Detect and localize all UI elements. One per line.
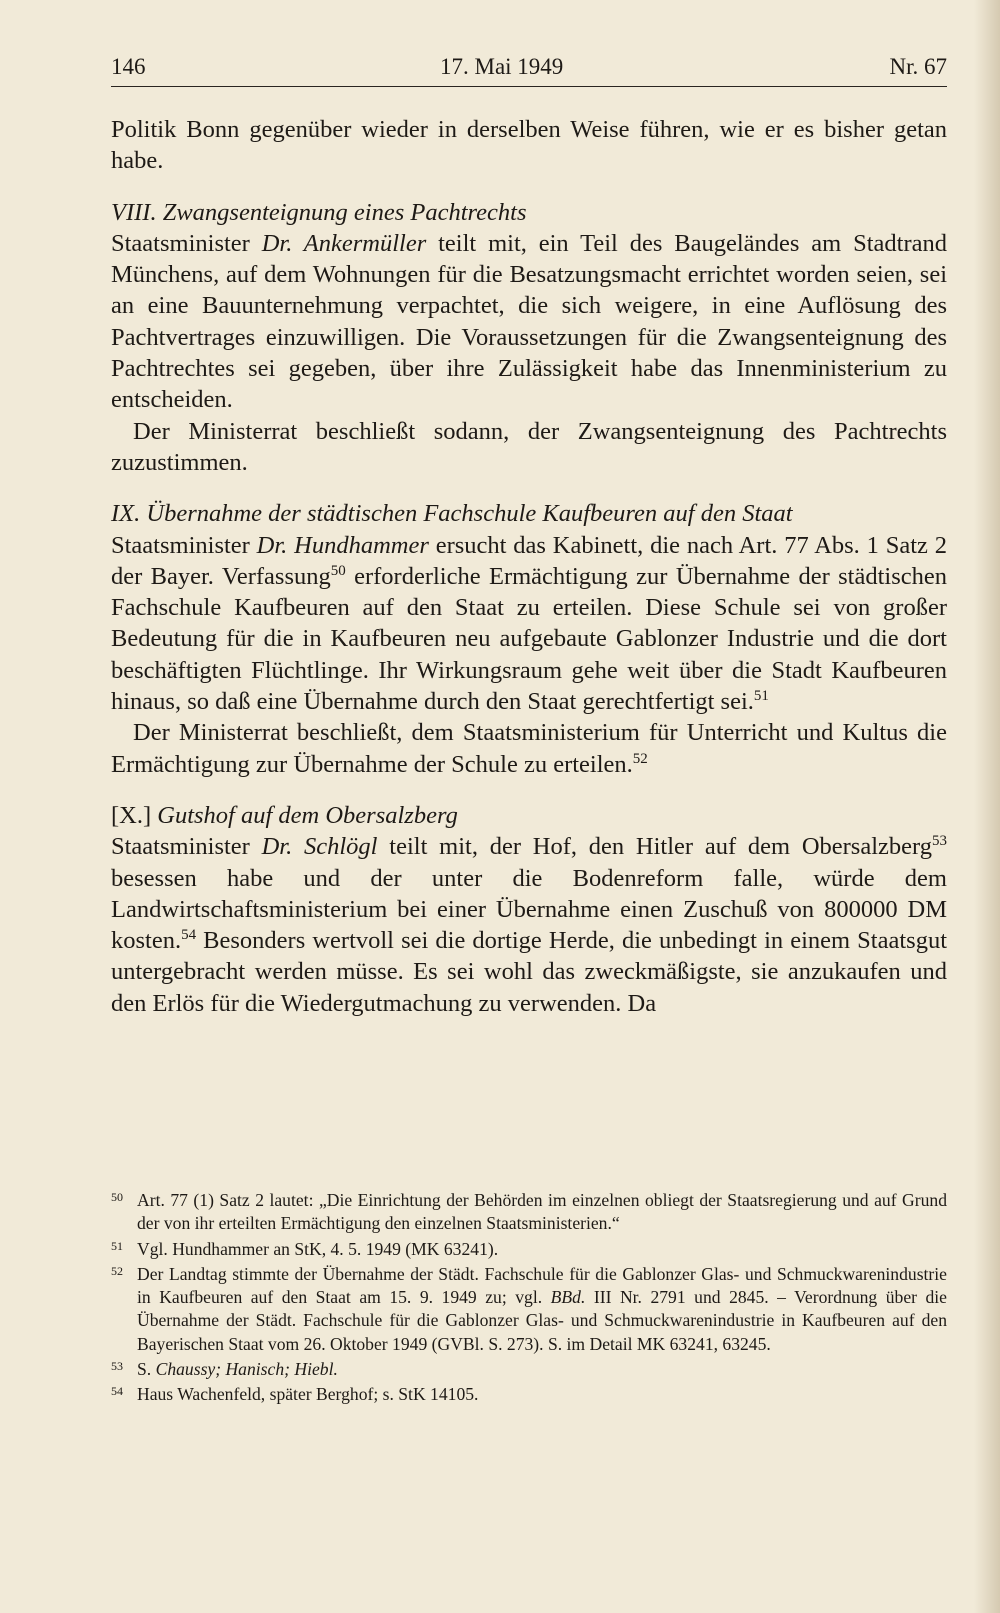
section-bracket-number: [X.] xyxy=(111,801,152,829)
footnote-51 xyxy=(111,1238,947,1261)
text-run: Staatsminister xyxy=(111,531,257,559)
footnote-54 xyxy=(111,1383,947,1406)
text-run: teilt mit, der Hof, den Hitler auf dem Obersalzberg xyxy=(377,833,932,861)
footnote-number: 51 xyxy=(111,1238,123,1253)
footnote-50 xyxy=(111,1189,947,1236)
page-spine-shadow xyxy=(974,0,1000,1613)
section-viii-paragraph-2: Der Ministerrat beschließt sodann, der Zwangsenteignung des Pachtrechts zuzustimmen. xyxy=(111,417,947,476)
page-number: 146 xyxy=(111,54,146,79)
minister-name: Dr. Ankermüller xyxy=(261,229,427,257)
text-run: besessen habe und der unter die Bodenreform falle, würde dem Landwirtschaftsministerium bei einer Übernahme einen Zuschuß von 800000 DM kosten. xyxy=(111,864,947,955)
header-issue-number: Nr. 67 xyxy=(889,54,947,79)
header-date: 17. Mai 1949 xyxy=(440,54,564,79)
text-run: teilt mit, ein Teil des Baugeländes am Stadtrand Münchens, auf dem Wohnungen für die Besatzungsmacht errichtet worden seien, sei an eine Bauunternehmung verpachtet, die sich weigere, in eine Auflösung des Pachtvertrages einzuwilligen. Die Voraussetzungen für die Zwangsenteignung des Pachtrechtes sei gegeben, über ihre Zulässigkeit habe das Innenministerium zu entscheiden. xyxy=(111,229,947,414)
footnote-text: S. xyxy=(137,1359,156,1380)
text-run: Besonders wertvoll sei die dortige Herde, die unbedingt in einem Staatsgut untergebracht werden müsse. Es sei wohl das zweckmäßigste, sie anzukaufen und den Erlös für die Wiedergutmachung zu verwenden. Da xyxy=(111,927,947,1017)
footnote-number: 53 xyxy=(111,1359,123,1374)
footnote-53 xyxy=(111,1358,947,1381)
footnote-ref-51[interactable]: 51 xyxy=(753,688,769,705)
footnotes xyxy=(111,1189,947,1409)
footnote-ref-54[interactable]: 54 xyxy=(181,927,197,944)
main-text xyxy=(111,114,947,1019)
running-header xyxy=(111,50,947,87)
footnote-number: 50 xyxy=(111,1190,123,1204)
footnote-ref-53[interactable]: 53 xyxy=(932,833,947,850)
text-run: erforderliche Ermächtigung zur Übernahme der städtischen Fachschule Kaufbeuren auf den Staat zu erteilen. Diese Schule sei von großer Bedeutung für die in Kaufbeuren neu aufgebaute Gablonzer Industrie und die dort beschäftigten Flüchtlinge. Ihr Wirkungsraum gehe weit über die Stadt Kaufbeuren hinaus, so daß eine Übernahme durch den Staat gerechtfertigt sei. xyxy=(111,562,947,716)
footnote-text: Der Landtag stimmte der Übernahme der Städt. Fachschule für die Gablonzer Glas- und Schmuckwarenindustrie in Kaufbeuren auf den Staat am 15. 9. 1949 zu; vgl. xyxy=(137,1263,947,1308)
text-run: Staatsminister xyxy=(111,229,262,257)
section-viii-paragraph-1 xyxy=(111,228,947,416)
minister-name: Dr. Schlögl xyxy=(261,833,378,861)
footnote-ref-52[interactable]: 52 xyxy=(632,750,648,767)
section-heading-x xyxy=(111,800,947,831)
footnote-text: Art. 77 (1) Satz 2 lautet: „Die Einrichtung der Behörden im einzelnen obliegt der Staatsregierung und auf Grund der von ihr erteilten Ermächtigung den einzelnen Staatsministerien.“ xyxy=(137,1190,947,1234)
footnote-number: 52 xyxy=(111,1263,123,1278)
footnote-52 xyxy=(111,1263,947,1356)
section-ix-paragraph-1 xyxy=(111,530,947,718)
footnote-text: III Nr. 2791 und 2845. – Verordnung über die Übernahme der Städt. Fachschule für die Gablonzer Glas- und Schmuckwarenindustrie in Kaufbeuren auf den Bayerischen Staat vom 26. Oktober 1949 (GVBl. S. 273). S. im Detail MK 63241, 63245. xyxy=(137,1287,947,1354)
footnote-text: Haus Wachenfeld, später Berghof; s. StK 14105. xyxy=(137,1384,479,1405)
section-heading-ix: IX. Übernahme der städtischen Fachschule Kaufbeuren auf den Staat xyxy=(111,500,793,528)
footnote-number: 54 xyxy=(111,1384,123,1399)
footnote-text: Vgl. Hundhammer an StK, 4. 5. 1949 (MK 63241). xyxy=(137,1238,499,1259)
footnote-text-italic: Chaussy; Hanisch; Hiebl. xyxy=(155,1359,338,1380)
footnote-ref-50[interactable]: 50 xyxy=(330,562,346,579)
section-title-text: Gutshof auf dem Obersalzberg xyxy=(151,801,458,829)
footnote-text-italic: BBd. xyxy=(550,1287,586,1308)
section-ix-paragraph-2 xyxy=(111,717,947,780)
text-run: Der Ministerrat beschließt, dem Staatsministerium für Unterricht und Kultus die Ermächtigung zur Übernahme der Schule zu erteilen. xyxy=(111,719,947,778)
text-run: ersucht das Kabinett, die nach Art. 77 Abs. 1 Satz 2 der Bayer. Verfassung xyxy=(111,531,947,590)
text-run: Staatsminister xyxy=(111,833,262,861)
minister-name: Dr. Hundhammer xyxy=(256,531,429,559)
section-heading-viii: VIII. Zwangsenteignung eines Pachtrechts xyxy=(111,198,527,226)
paragraph-continued: Politik Bonn gegenüber wieder in derselben Weise führen, wie er es bisher getan habe. xyxy=(111,116,947,175)
section-x-paragraph-1 xyxy=(111,831,947,1019)
